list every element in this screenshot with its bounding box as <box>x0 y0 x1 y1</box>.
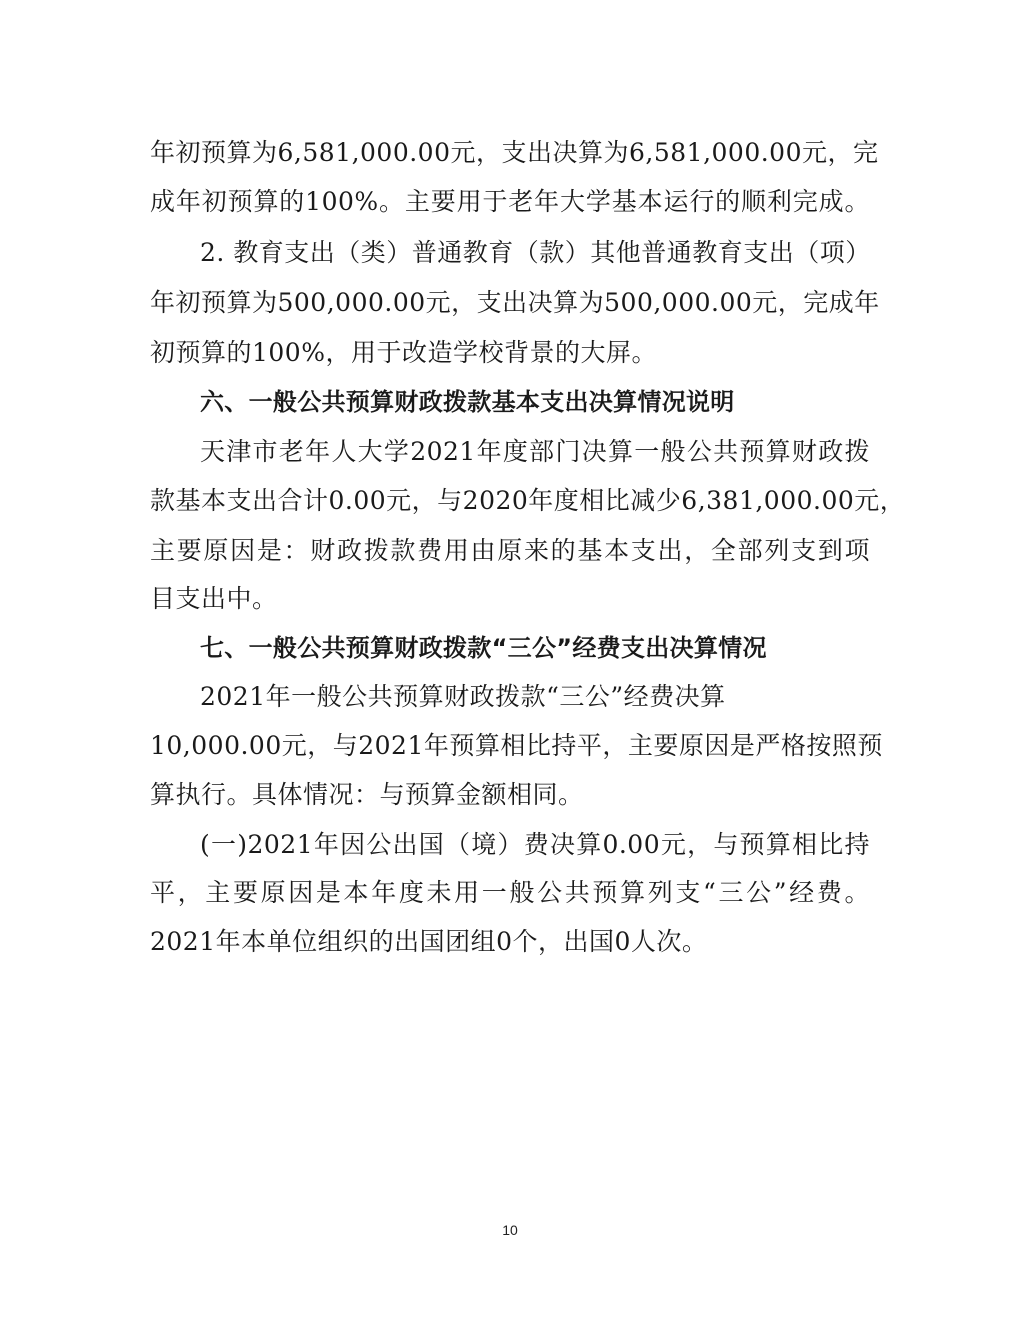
body-text-line: 年初预算为500,000.00元，支出决算为500,000.00元，完成年 <box>150 288 880 317</box>
body-text-line: 10,000.00元，与2021年预算相比持平，主要原因是严格按照预 <box>150 731 883 760</box>
body-text-line: 主要原因是：财政拨款费用由原来的基本支出，全部列支到项 <box>150 536 870 565</box>
section-heading-seven: 七、一般公共预算财政拨款“三公”经费支出决算情况 <box>200 634 767 662</box>
body-text-line: 2. 教育支出（类）普通教育（款）其他普通教育支出（项） <box>200 238 871 267</box>
body-text-line: 成年初预算的100%。主要用于老年大学基本运行的顺利完成。 <box>150 187 870 216</box>
body-text-line: 2021年本单位组织的出国团组0个，出国0人次。 <box>150 927 708 956</box>
body-text-line: 年初预算为6,581,000.00元，支出决算为6,581,000.00元，完 <box>150 138 879 167</box>
body-text-line: 平，主要原因是本年度未用一般公共预算列支“三公”经费。 <box>150 878 870 907</box>
body-text-line: 初预算的100%，用于改造学校背景的大屏。 <box>150 338 657 367</box>
section-heading-six: 六、一般公共预算财政拨款基本支出决算情况说明 <box>200 388 735 416</box>
body-text-line: 目支出中。 <box>150 584 278 613</box>
body-text-line: 算执行。具体情况：与预算金额相同。 <box>150 780 584 809</box>
page-number: 10 <box>502 1222 518 1238</box>
body-text-line: (一)2021年因公出国（境）费决算0.00元，与预算相比持 <box>200 830 870 859</box>
body-text-line: 款基本支出合计0.00元，与2020年度相比减少6,381,000.00元， <box>150 486 906 515</box>
body-text-line: 2021年一般公共预算财政拨款“三公”经费决算 <box>200 682 726 711</box>
body-text-line: 天津市老年人大学2021年度部门决算一般公共预算财政拨 <box>200 437 870 466</box>
